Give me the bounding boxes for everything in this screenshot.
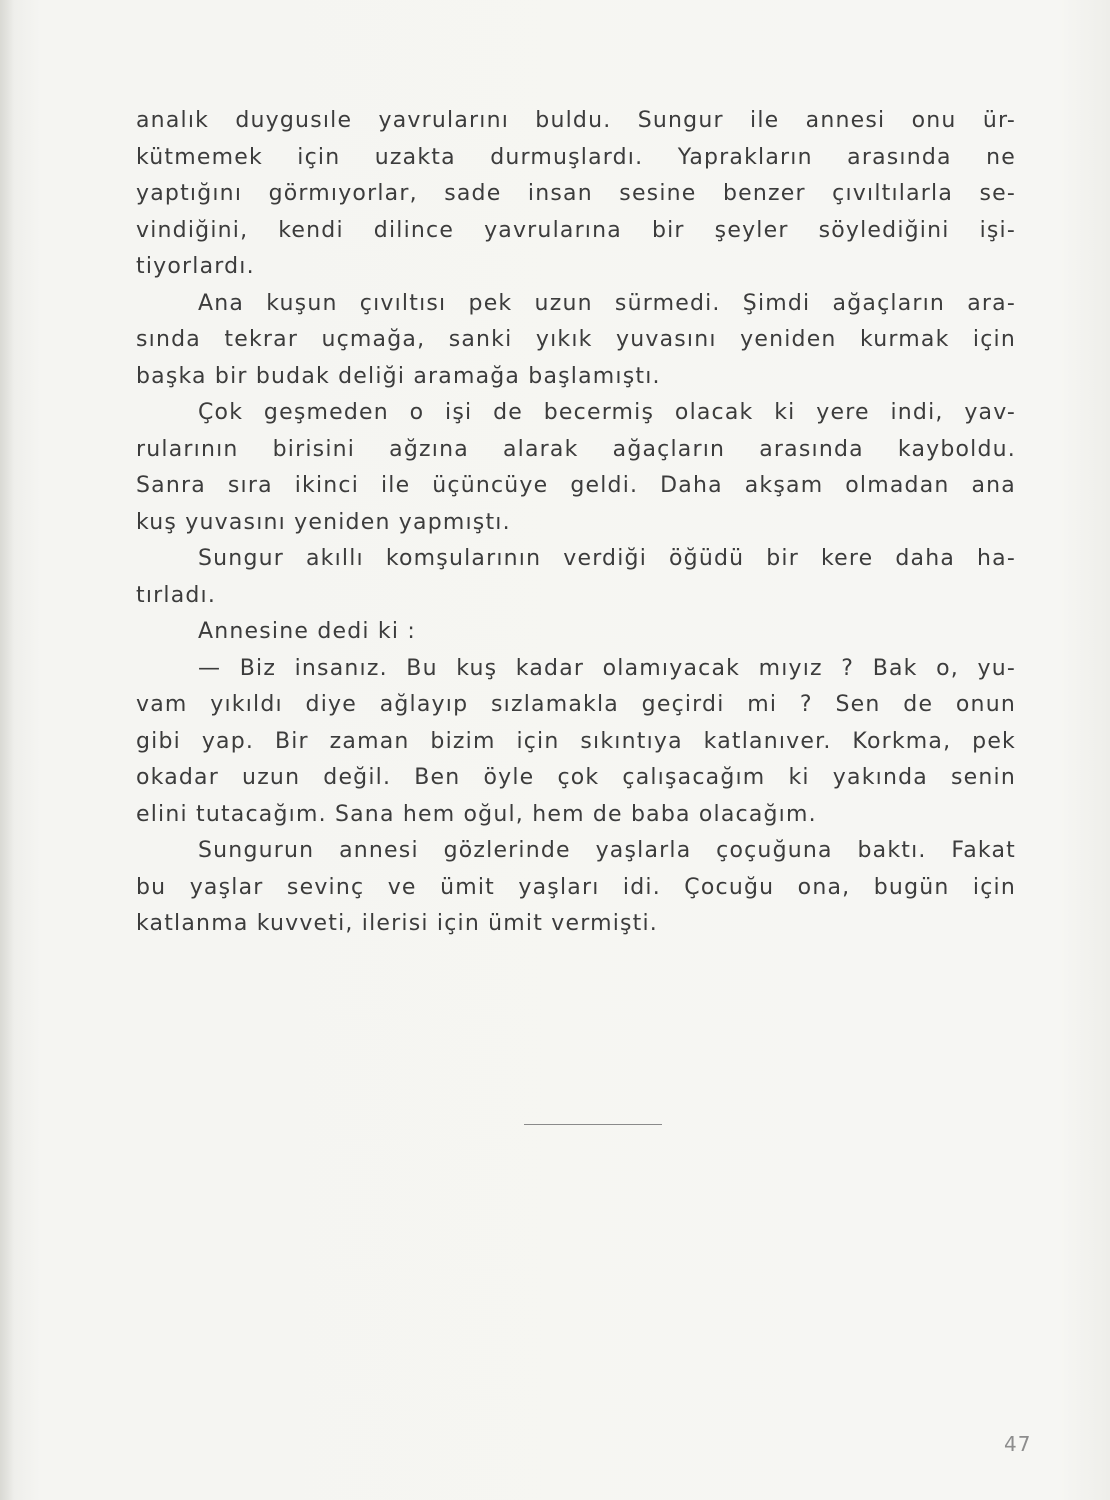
section-divider xyxy=(524,1124,662,1125)
page-edge-shadow xyxy=(0,0,14,1500)
text-line: analık duygusıle yavrularını buldu. Sungur ile annesi onu ür- xyxy=(136,108,1016,133)
text-line: gibi yap. Bir zaman bizim için sıkıntıya katlanıver. Korkma, pek xyxy=(136,728,1016,754)
text-line: katlanma kuvveti, ilerisi için ümit vermişti. xyxy=(136,911,659,936)
text-line: kuş yuvasını yeniden yapmıştı. xyxy=(136,509,511,535)
text-line: Sungurun annesi gözlerinde yaşlarla çoçuğuna baktı. Fakat xyxy=(198,838,1016,863)
text-line: Sungur akıllı komşularının verdiği öğüdü bir kere daha ha- xyxy=(198,546,1016,571)
text-line: Ana kuşun çıvıltısı pek uzun sürmedi. Şimdi ağaçların ara- xyxy=(198,290,1016,316)
text-line: vam yıkıldı diye ağlayıp sızlamakla geçirdi mi ? Sen de onun xyxy=(136,692,1016,717)
text-line: yaptığını görmıyorlar, sade insan sesine benzer çıvıltılarla se- xyxy=(136,181,1016,206)
page-number: 47 xyxy=(1004,1432,1032,1456)
text-line: Sanra sıra ikinci ile üçüncüye geldi. Daha akşam olmadan ana xyxy=(136,473,1016,498)
text-line: başka bir budak deliği aramağa başlamıştı. xyxy=(136,363,661,389)
body-text xyxy=(136,103,1016,943)
text-line: sında tekrar uçmağa, sanki yıkık yuvasını yeniden kurmak için xyxy=(136,327,1016,352)
text-line: okadar uzun değil. Ben öyle çok çalışacağım ki yakında senin xyxy=(136,765,1016,790)
text-line: elini tutacağım. Sana hem oğul, hem de baba olacağım. xyxy=(136,801,817,827)
text-line: tırladı. xyxy=(136,582,217,608)
text-line: — Biz insanız. Bu kuş kadar olamıyacak mıyız ? Bak o, yu- xyxy=(198,655,1016,681)
text-line: tiyorlardı. xyxy=(136,254,255,279)
text-line: bu yaşlar sevinç ve ümit yaşları idi. Çocuğu ona, bugün için xyxy=(136,874,1016,900)
text-line: vindiğini, kendi dilince yavrularına bir şeyler söylediğini işi- xyxy=(136,217,1016,243)
text-line: Çok geşmeden o işi de becermiş olacak ki yere indi, yav- xyxy=(198,400,1016,425)
text-line: rularının birisini ağzına alarak ağaçların arasında kayboldu. xyxy=(136,436,1016,462)
text-line: Annesine dedi ki : xyxy=(198,619,416,644)
text-line: kütmemek için uzakta durmuşlardı. Yaprakların arasında ne xyxy=(136,144,1016,170)
